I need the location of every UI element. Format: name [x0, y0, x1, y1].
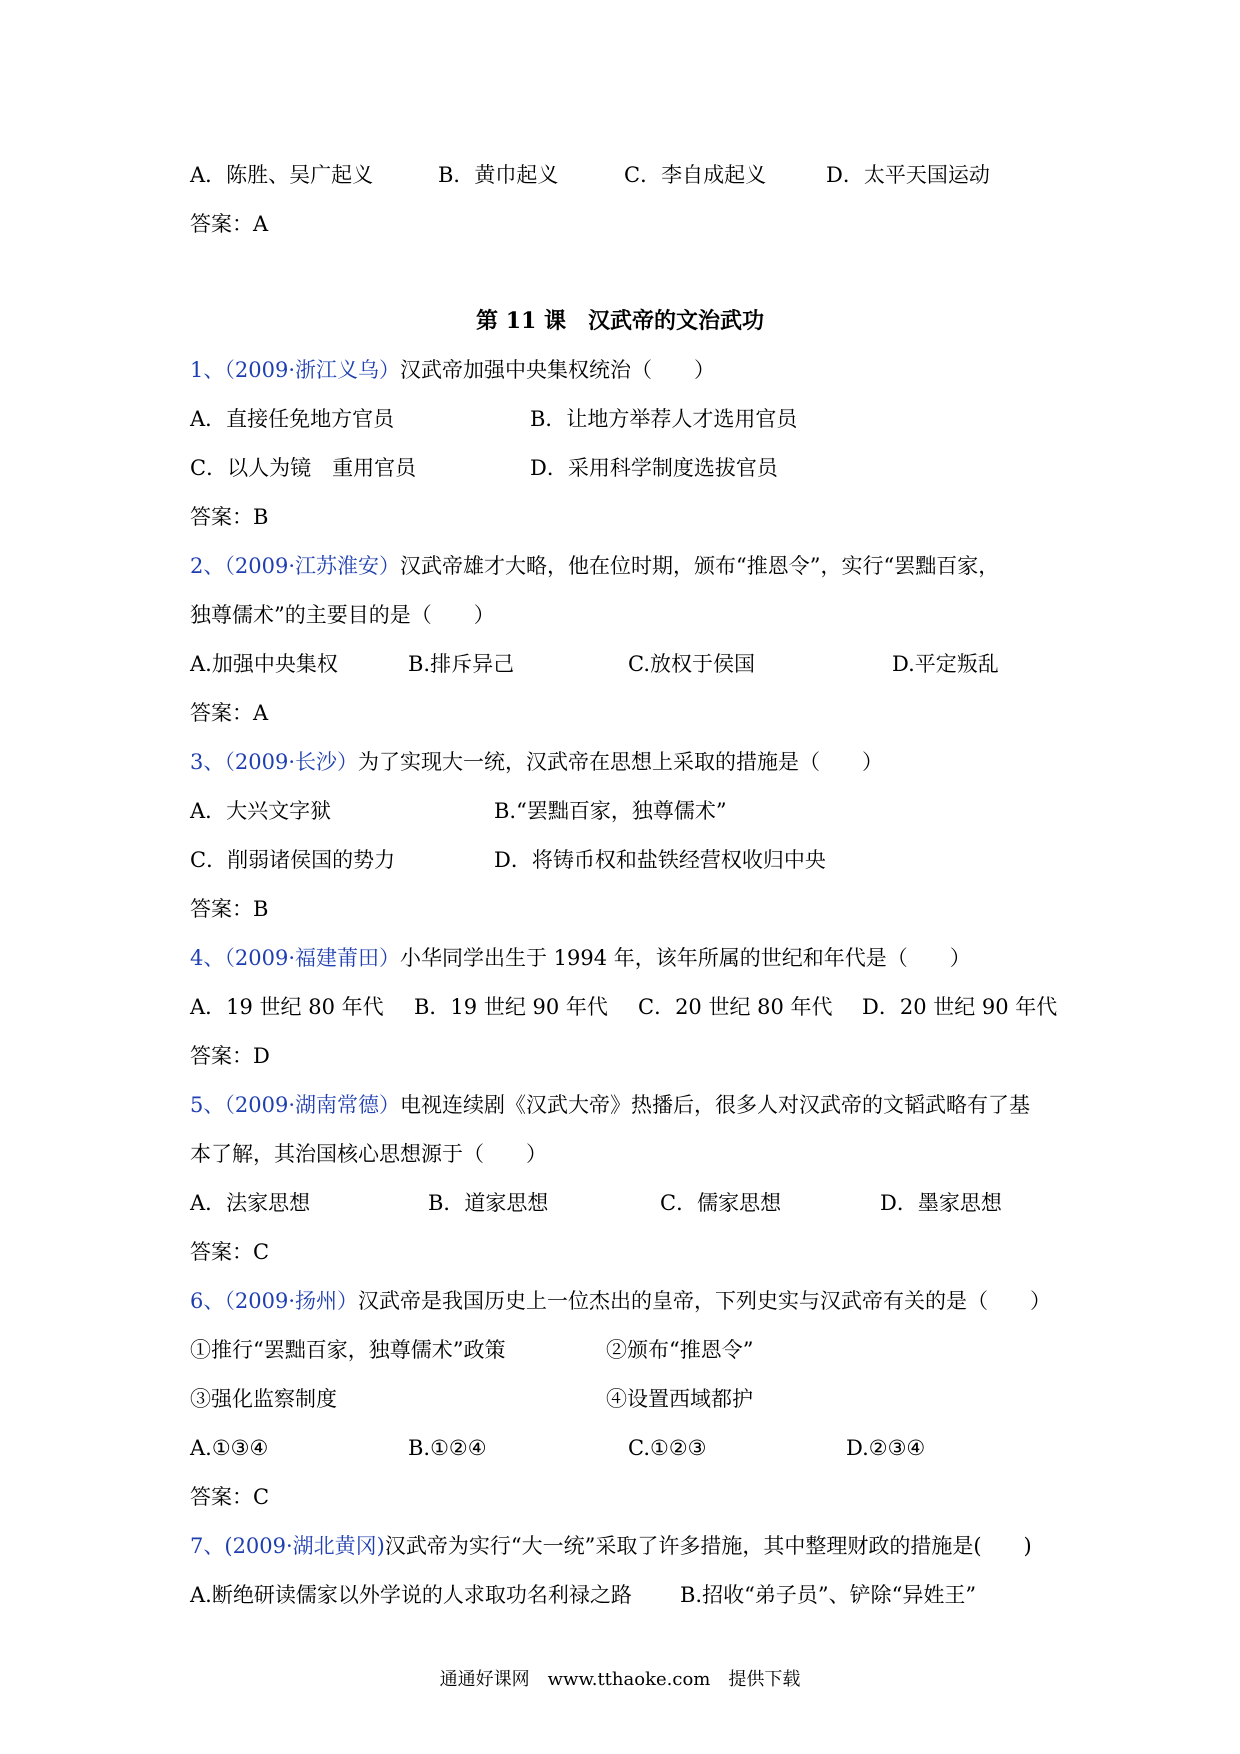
question-number: 5、: [190, 1093, 225, 1117]
option-b: B.“罢黜百家，独尊儒术”: [494, 799, 727, 823]
item-1: ①推行“罢黜百家，独尊儒术”政策: [190, 1338, 506, 1362]
question-2-stem: [190, 551, 999, 581]
question-3-stem: [190, 747, 883, 777]
question-1-answer: 答案：B: [190, 505, 269, 529]
item-4: ④设置西域都护: [606, 1387, 753, 1411]
option-a: A．陈胜、吴广起义: [190, 163, 374, 187]
question-source: （2009·浙江义乌）: [224, 358, 400, 382]
option-a: A．法家思想: [190, 1191, 311, 1215]
question-number: 4、: [190, 946, 225, 970]
option-b: B.①②④: [408, 1436, 487, 1460]
option-d: D.平定叛乱: [892, 652, 999, 676]
question-text: 小华同学出生于 1994 年，该年所属的世纪和年代是（ ）: [400, 946, 971, 970]
option-a: A.断绝研读儒家以外学说的人求取功名利禄之路: [190, 1583, 632, 1607]
option-d: D．墨家思想: [880, 1191, 1002, 1215]
option-c: C．20 世纪 80 年代: [638, 995, 833, 1019]
question-number: 2、: [190, 554, 225, 578]
option-a: A．大兴文字狱: [190, 799, 332, 823]
question-source: （2009·扬州）: [224, 1289, 358, 1313]
question-source: （2009·湖南常德）: [224, 1093, 400, 1117]
option-b: B．让地方举荐人才选用官员: [530, 407, 798, 431]
option-b: B．黄巾起义: [438, 163, 559, 187]
option-d: D．将铸币权和盐铁经营权收归中央: [494, 848, 826, 872]
question-source: （2009·福建莆田）: [224, 946, 400, 970]
option-c: C．削弱诸侯国的势力: [190, 848, 396, 872]
item-3: ③强化监察制度: [190, 1387, 337, 1411]
option-a: A.①③④: [190, 1436, 269, 1460]
option-a: A.加强中央集权: [190, 652, 338, 676]
page-footer: 通通好课网 www.tthaoke.com 提供下载: [439, 1669, 801, 1690]
option-c: C．儒家思想: [660, 1191, 782, 1215]
question-7-stem: [190, 1531, 1032, 1561]
question-number: 3、: [190, 750, 225, 774]
question-2-answer: 答案：A: [190, 701, 269, 725]
option-a: A．直接任免地方官员: [190, 407, 395, 431]
question-6-answer: 答案：C: [190, 1485, 270, 1509]
question-text: 电视连续剧《汉武大帝》热播后，很多人对汉武帝的文韬武略有了基: [400, 1093, 1030, 1117]
option-b: B．19 世纪 90 年代: [414, 995, 608, 1019]
question-4-stem: [190, 943, 971, 973]
question-source: （2009·江苏淮安）: [224, 554, 400, 578]
question-text: 汉武帝雄才大略，他在位时期，颁布“推恩令”，实行“罢黜百家，: [400, 554, 1000, 578]
option-d: D．20 世纪 90 年代: [862, 995, 1058, 1019]
option-a: A．19 世纪 80 年代: [190, 995, 384, 1019]
question-text: 汉武帝为实行“大一统”采取了许多措施，其中整理财政的措施是( ): [384, 1534, 1032, 1558]
question-6-stem: [190, 1286, 1051, 1316]
option-b: B.排斥异己: [408, 652, 515, 676]
question-number: 7、: [190, 1534, 225, 1558]
option-b: B．道家思想: [428, 1191, 549, 1215]
item-2: ②颁布“推恩令”: [606, 1338, 754, 1362]
question-text: 汉武帝加强中央集权统治（ ）: [400, 358, 715, 382]
option-b: B.招收“弟子员”、铲除“异姓王”: [680, 1583, 977, 1607]
prev-answer: 答案：A: [190, 212, 269, 236]
question-5-answer: 答案：C: [190, 1240, 270, 1264]
option-c: C.①②③: [628, 1436, 707, 1460]
lesson-title: 第 11 课 汉武帝的文治武功: [476, 308, 764, 334]
question-source: （2009·长沙）: [224, 750, 358, 774]
question-number: 1、: [190, 358, 225, 382]
option-d: D．采用科学制度选拔官员: [530, 456, 778, 480]
question-text: 汉武帝是我国历史上一位杰出的皇帝，下列史实与汉武帝有关的是（ ）: [358, 1289, 1051, 1313]
option-c: C．李自成起义: [624, 163, 767, 187]
question-5-stem: [190, 1090, 1030, 1120]
question-2-stem-cont: 独尊儒术”的主要目的是（ ）: [190, 603, 495, 627]
question-text: 为了实现大一统，汉武帝在思想上采取的措施是（ ）: [358, 750, 883, 774]
option-d: D．太平天国运动: [826, 163, 990, 187]
question-4-answer: 答案：D: [190, 1044, 270, 1068]
question-5-stem-cont: 本了解，其治国核心思想源于（ ）: [190, 1142, 547, 1166]
question-3-answer: 答案：B: [190, 897, 269, 921]
question-number: 6、: [190, 1289, 225, 1313]
option-c: C．以人为镜 重用官员: [190, 456, 417, 480]
question-source: (2009·湖北黄冈): [224, 1534, 385, 1558]
option-d: D.②③④: [846, 1436, 926, 1460]
option-c: C.放权于侯国: [628, 652, 755, 676]
question-1-stem: [190, 355, 715, 385]
